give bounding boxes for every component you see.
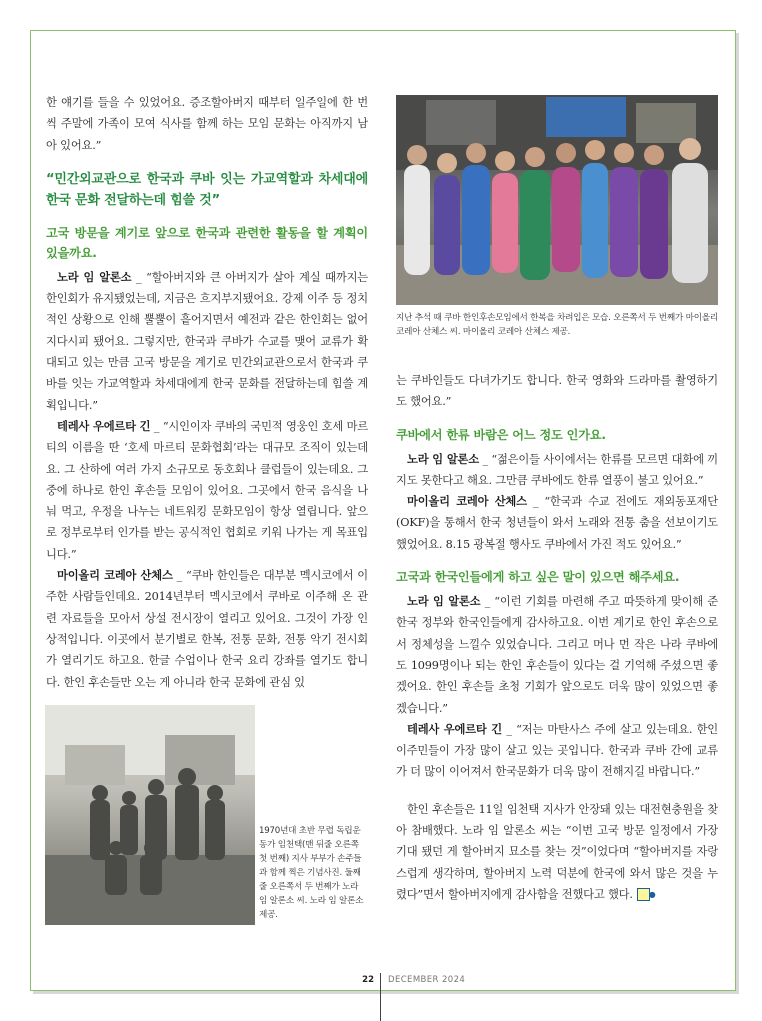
speaker-name: 마이올리 코레아 산체스 — [57, 569, 173, 583]
question-heading: 고국 방문을 계기로 앞으로 한국과 관련한 활동을 할 계획이 있을까요. — [46, 225, 368, 260]
speaker-name: 노라 임 알론소 — [57, 270, 132, 284]
closing-paragraph — [396, 799, 718, 905]
photo-caption: 1970년대 초반 무렵 독립운동가 임천택(맨 뒤줄 오른쪽 첫 번째) 지사 부부가 손주들과 함께 찍은 기념사진. 둘째 줄 오른쪽서 두 번째가 노라 임 알론소 씨. 노라 임 알론소 제공. — [259, 826, 364, 920]
answer-paragraph — [396, 491, 718, 555]
speaker-name: 마이올리 코레아 산체스 — [407, 495, 527, 509]
answer-paragraph — [396, 719, 718, 783]
question-heading: 고국과 한국인들에게 하고 싶은 말이 있으면 해주세요. — [396, 570, 680, 585]
answer-paragraph — [396, 591, 718, 719]
right-column — [396, 370, 718, 905]
family-photo-1970s — [45, 705, 255, 925]
answer-paragraph — [46, 416, 368, 565]
question-heading: 쿠바에서 한류 바람은 어느 정도 인가요. — [396, 427, 606, 442]
speaker-name: 노라 임 알론소 — [407, 452, 479, 466]
body-paragraph: 한 얘기를 들을 수 있었어요. 증조할아버지 때부터 일주일에 한 번씩 주말에 가족이 모여 식사를 함께 하는 모임 문화는 아직까지 남아 있어요.” — [46, 96, 368, 152]
answer-text: _ “젊은이들 사이에서는 한류를 모르면 대화에 끼지도 못한다고 해요. 그만큼 쿠바에도 한류 열풍이 불고 있어요.” — [396, 452, 718, 487]
speaker-name: 테레사 우에르타 긴 — [57, 419, 151, 433]
answer-paragraph — [46, 565, 368, 693]
body-paragraph: 는 쿠바인들도 다녀가기도 합니다. 한국 영화와 드라마를 촬영하기도 했어요.” — [396, 374, 718, 409]
answer-text: _ “저는 마탄사스 주에 살고 있는데요. 한인 이주민들이 가장 많이 살고 있는 곳입니다. 한국과 쿠바 간에 교류가 더 많이 이어져서 한국문화가 더욱 많이 전해지길 바랍니다.” — [396, 722, 719, 779]
speaker-name: 노라 임 알론소 — [407, 595, 481, 609]
photo-caption: 지난 추석 때 쿠바 한인후손모임에서 한복을 차려입은 모습. 오른쪽서 두 번째가 마이올리 코레아 산체스 씨. 마이올리 코레아 산체스 제공. — [396, 313, 719, 337]
answer-text: _ “쿠바 한인들은 대부분 멕시코에서 이주한 사람들인데요. 2014년부터 멕시코에서 쿠바로 이주해 온 관련 자료들을 모아서 상설 전시장이 열리고 있어요. 그것이 가장 인상적입니다. 이곳에서 분기별로 한복, 전통 문화, 전통 악기 전시회가 열리기도 하고요. 한글 수업이나 한국 요리 강좌를 열기도 합니다. 한인 후손들만 오는 게 아니라 한국 문화에 관심 있 — [46, 569, 368, 689]
answer-paragraph — [46, 267, 368, 416]
speaker-name: 테레사 우에르타 긴 — [407, 722, 503, 736]
issue-label: DECEMBER 2024 — [388, 975, 466, 985]
answer-paragraph — [396, 449, 718, 492]
footer-divider — [380, 973, 381, 1021]
left-column — [46, 92, 368, 693]
article-end-mark-icon: ● — [637, 888, 650, 901]
answer-text: _ “할아버지와 큰 아버지가 살아 계실 때까지는 한인회가 유지됐었는데, 지금은 흐지부지됐어요. 강제 이주 등 정치적인 상황으로 인해 뿔뿔이 흩어지면서 예전과 같은 한인회는 없어지다시피 됐어요. 그렇지만, 한국과 쿠바가 수교를 맺어 교류가 확대되고 있는 만큼 고국 방문을 계기로 민간외교관으로서 한국과 쿠바를 잇는 가교역할과 차세대에게 한국 문화를 전달하는데 힘쓸 계획입니다.” — [46, 270, 369, 412]
answer-text: _ “이런 기회를 마련해 주고 따뜻하게 맞이해 준 한국 정부와 한국인들에게 감사하고요. 이번 계기로 한인 후손으로서 정체성을 느낄수 있었습니다. 그리고 머나 먼 작은 나라 쿠바에도 1099명이나 되는 한인 후손들이 있다는 걸 기억해 주셨으면 좋겠어요. 한인 후손들 초청 기회가 앞으로도 더욱 많이 있었으면 좋겠습니다.” — [396, 595, 719, 715]
pull-quote-heading: “민간외교관으로 한국과 쿠바 잇는 가교역할과 차세대에 한국 문화 전달하는데 힘쓸 것” — [46, 171, 368, 208]
group-photo-illustration — [396, 95, 718, 305]
paragraph-gap — [396, 783, 718, 799]
answer-text: _ “한국과 수교 전에도 재외동포재단(OKF)을 통해서 한국 청년들이 와서 노래와 전통 춤을 선보이기도 했었어요. 8.15 광복절 행사도 쿠바에서 가진 적도 있어요.” — [396, 495, 718, 551]
page-number: 22 — [362, 975, 374, 985]
answer-text: _ “시인이자 쿠바의 국민적 영웅인 호세 마르티의 이름을 딴 ‘호세 마르티 문화협회’라는 대규모 조직이 있는데요. 그 산하에 여러 가지 소규모로 동호회나 클럽들이 있는데요. 그중에 하나로 한인 후손들 모임이 있어요. 그곳에서 한국 음식을 나눠 먹고, 우정을 나누는 네트워킹 문화모임이 항상 열립니다. 앞으로 정부로부터 인가를 받는 공식적인 협회로 키워 나가는 게 목표입니다.” — [46, 419, 368, 561]
family-photo-illustration — [45, 705, 255, 925]
closing-text: 한인 후손들은 11일 임천택 지사가 안장돼 있는 대전현충원을 찾아 참배했다. 노라 임 알론소 씨는 “이번 고국 방문 일정에서 가장 기대 됐던 게 할아버지 묘소를 찾는 것”이었다며 “할아버지를 자랑스럽게 생각하며, 할아버지 노력 덕분에 한국에 와서 많은 것을 누렸다”면서 할아버지에게 감사함을 전했다고 했다. — [396, 802, 718, 901]
group-photo-hanbok — [396, 95, 718, 305]
